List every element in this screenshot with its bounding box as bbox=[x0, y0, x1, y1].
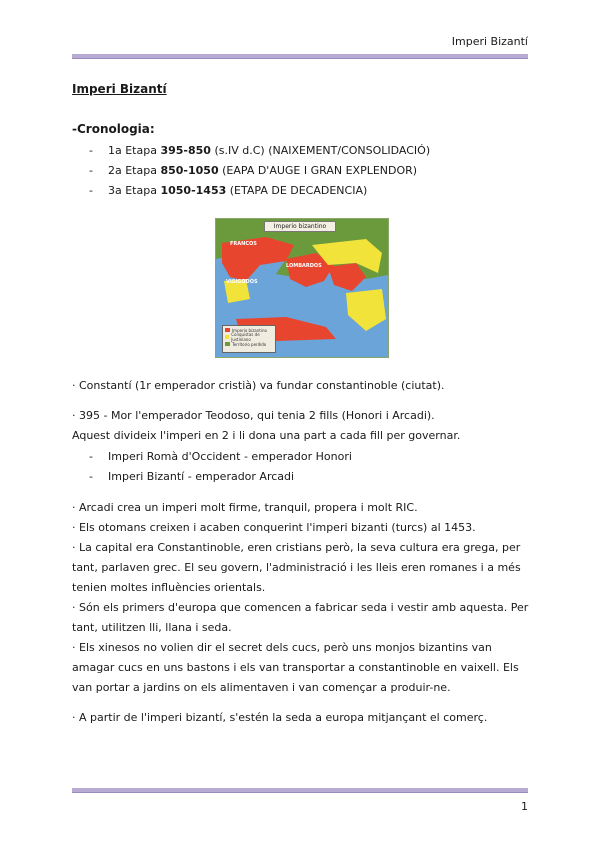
sub-item bbox=[89, 450, 352, 463]
footer-rule bbox=[72, 788, 528, 793]
chronology-item bbox=[89, 164, 417, 177]
dash-bullet: - bbox=[89, 164, 93, 177]
dash-bullet: - bbox=[89, 144, 93, 157]
sub-item-text: Imperi Romà d'Occident - emperador Honori bbox=[108, 450, 352, 463]
map-title: Imperio bizantino bbox=[264, 221, 336, 232]
legend-item: Territorio perdido bbox=[225, 341, 273, 347]
item-bold: 1050-1453 bbox=[160, 184, 227, 197]
paragraph: · Els otomans creixen i acaben conquerint l'imperi bizanti (turcs) al 1453. bbox=[72, 521, 476, 534]
dash-bullet: - bbox=[89, 184, 93, 197]
byzantine-empire-map bbox=[215, 218, 389, 358]
item-text: (s.IV d.C) (NAIXEMENT/CONSOLIDACIÓ) bbox=[210, 144, 431, 157]
header-rule bbox=[72, 54, 528, 59]
map-label: VISIGODOS bbox=[226, 279, 258, 285]
map-label: FRANCOS bbox=[230, 241, 257, 247]
paragraph: · Són els primers d'europa que comencen a fabricar seda i vestir amb aquesta. Per tant, utilitzen lli, llana i seda. bbox=[72, 601, 529, 634]
map-label: LOMBARDOS bbox=[286, 263, 322, 269]
item-text: 3a Etapa bbox=[108, 184, 161, 197]
dash-bullet: - bbox=[89, 470, 93, 483]
paragraph: · La capital era Constantinoble, eren cristians però, la seva cultura era grega, per tant, parlaven grec. El seu govern, l'administració i les lleis eren romanes i a més tenien moltes influències orientals. bbox=[72, 541, 521, 594]
chronology-heading: -Cronologia: bbox=[72, 122, 155, 136]
header-title: Imperi Bizantí bbox=[451, 35, 528, 48]
document-title: Imperi Bizantí bbox=[72, 82, 167, 96]
paragraph: Aquest divideix l'imperi en 2 i li dona una part a cada fill per governar. bbox=[72, 429, 461, 442]
item-bold: 395-850 bbox=[160, 144, 211, 157]
legend-item: Imperio bizantino bbox=[225, 327, 273, 333]
item-text: (ETAPA DE DECADENCIA) bbox=[226, 184, 368, 197]
item-bold: 850-1050 bbox=[160, 164, 219, 177]
paragraph: · Els xinesos no volien dir el secret dels cucs, però uns monjos bizantins van amagar cucs en uns bastons i els van transportar a constantinoble en vaixell. Els van portar a jardins on els alimentaven i van començar a produir-ne. bbox=[72, 641, 519, 694]
sub-item bbox=[89, 470, 294, 483]
paragraph: · Constantí (1r emperador cristià) va fundar constantinoble (ciutat). bbox=[72, 379, 445, 392]
dash-bullet: - bbox=[89, 450, 93, 463]
sub-item-text: Imperi Bizantí - emperador Arcadi bbox=[108, 470, 295, 483]
chronology-item bbox=[89, 184, 367, 197]
paragraph: · Arcadi crea un imperi molt firme, tranquil, propera i molt RIC. bbox=[72, 501, 418, 514]
chronology-item bbox=[89, 144, 430, 157]
item-text: 2a Etapa bbox=[108, 164, 161, 177]
map-legend bbox=[222, 325, 276, 353]
page-number: 1 bbox=[521, 800, 528, 813]
item-text: (EAPA D'AUGE I GRAN EXPLENDOR) bbox=[218, 164, 418, 177]
paragraph: · A partir de l'imperi bizantí, s'estén la seda a europa mitjançant el comerç. bbox=[72, 711, 488, 724]
legend-item: Conquistas de Justiniano bbox=[225, 334, 273, 340]
paragraph: · 395 - Mor l'emperador Teodoso, qui tenia 2 fills (Honori i Arcadi). bbox=[72, 409, 435, 422]
item-text: 1a Etapa bbox=[108, 144, 161, 157]
